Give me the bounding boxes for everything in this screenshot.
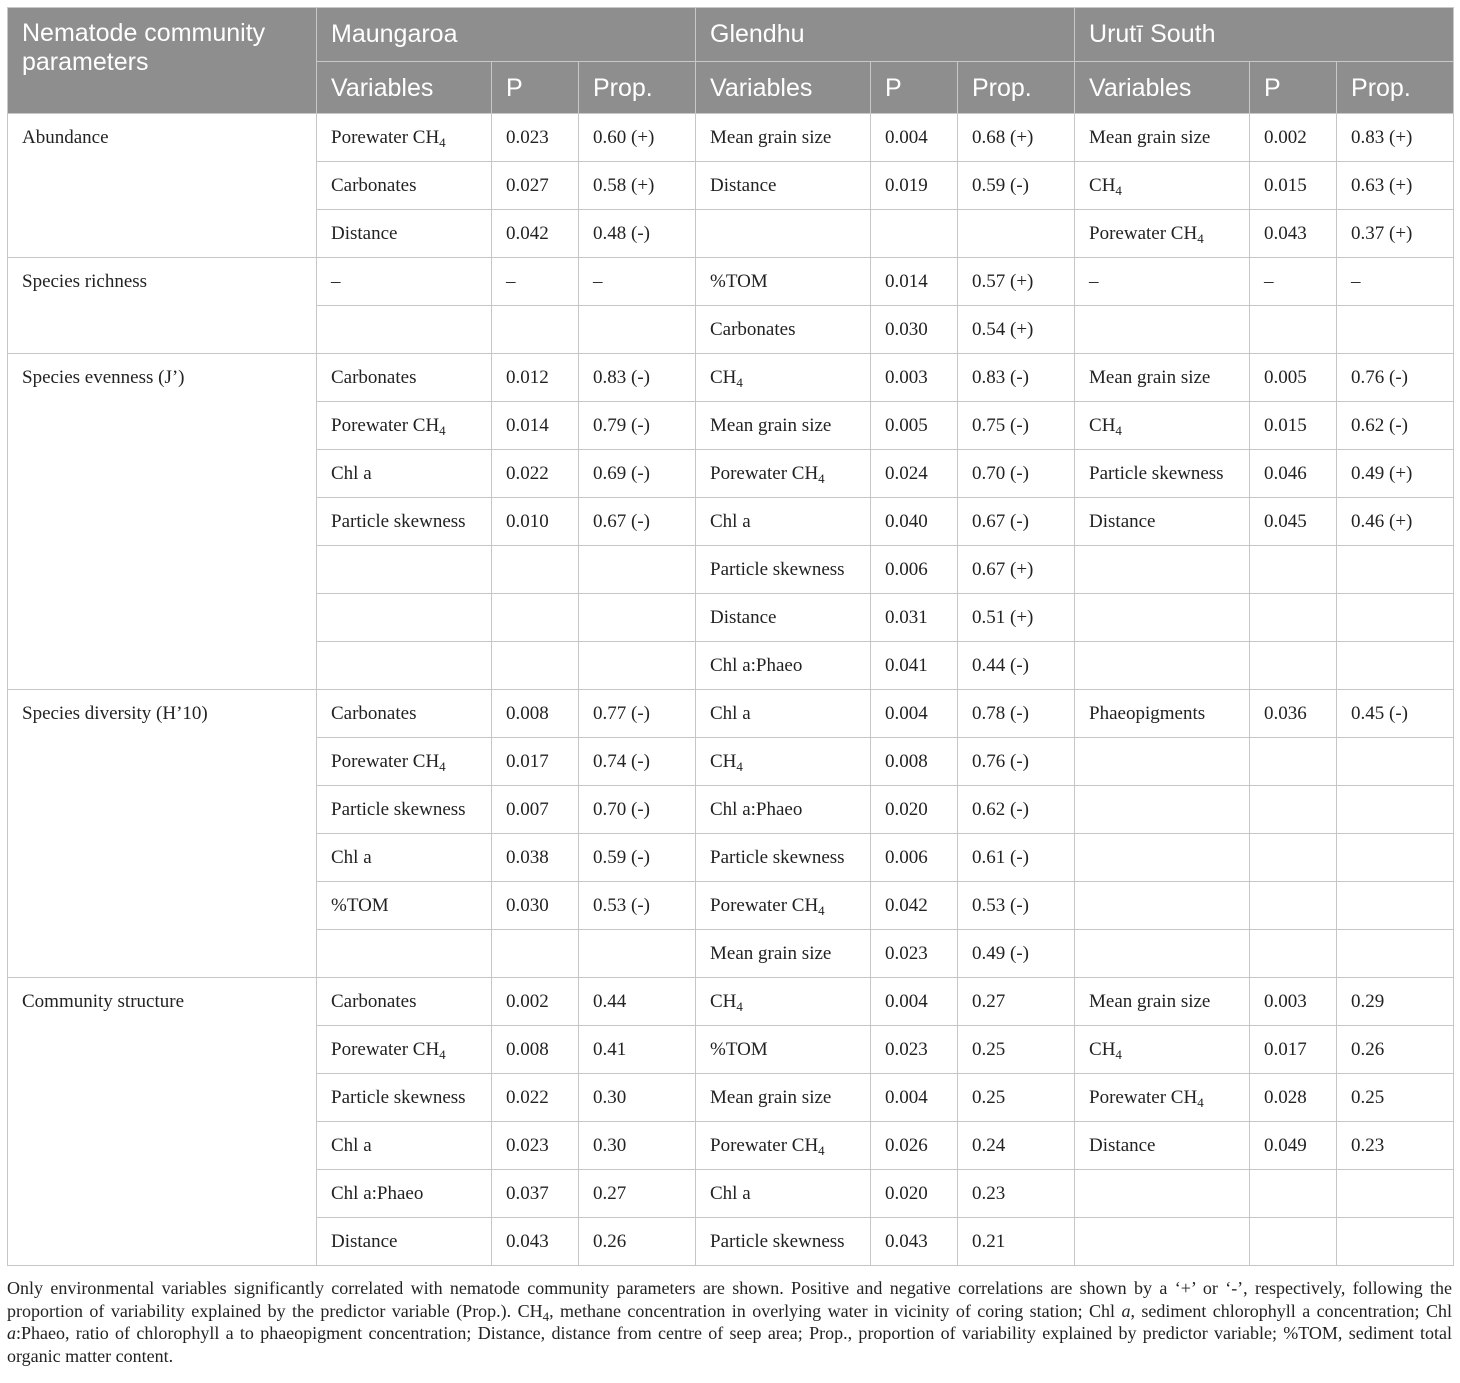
p-value-cell: 0.008	[871, 738, 958, 786]
p-value-cell	[1250, 642, 1337, 690]
prop-cell: 0.75 (-)	[958, 402, 1075, 450]
variable-cell: Mean grain size	[696, 930, 871, 978]
prop-cell	[579, 546, 696, 594]
variable-cell	[1075, 594, 1250, 642]
p-value-cell: 0.036	[1250, 690, 1337, 738]
results-table	[7, 7, 1454, 1266]
variable-cell: Particle skewness	[696, 1218, 871, 1266]
variable-cell: Chl a	[696, 498, 871, 546]
p-value-cell: 0.023	[492, 1122, 579, 1170]
variable-cell: $CH_4$	[1075, 402, 1250, 450]
subheader-prop: Prop.	[579, 62, 696, 114]
variable-cell: $CH_4$	[696, 978, 871, 1026]
p-value-cell: 0.046	[1250, 450, 1337, 498]
prop-cell: 0.76 (-)	[1337, 354, 1454, 402]
variable-cell: Chl a	[696, 1170, 871, 1218]
variable-cell: %TOM	[696, 1026, 871, 1074]
prop-cell: 0.24	[958, 1122, 1075, 1170]
variable-cell: Chl a:Phaeo	[696, 642, 871, 690]
subscript: 4	[542, 1308, 550, 1324]
subheader-p: P	[492, 62, 579, 114]
prop-cell: 0.67 (-)	[579, 498, 696, 546]
subscript: 4	[818, 1142, 825, 1158]
prop-cell: –	[579, 258, 696, 306]
p-value-cell: 0.008	[492, 1026, 579, 1074]
variable-cell: Mean grain size	[696, 1074, 871, 1122]
subheader-p: P	[871, 62, 958, 114]
prop-cell	[1337, 1218, 1454, 1266]
subheader-prop: Prop.	[958, 62, 1075, 114]
subheader-variables: Variables	[696, 62, 871, 114]
prop-cell: 0.59 (-)	[579, 834, 696, 882]
prop-cell	[579, 930, 696, 978]
subscript: 4	[736, 374, 743, 390]
prop-cell: 0.70 (-)	[958, 450, 1075, 498]
prop-cell: 0.45 (-)	[1337, 690, 1454, 738]
prop-cell	[579, 306, 696, 354]
variable-cell: Particle skewness	[696, 834, 871, 882]
subscript: 4	[1115, 422, 1122, 438]
p-value-cell	[492, 930, 579, 978]
variable-cell: $CH_4$	[1075, 1026, 1250, 1074]
prop-cell	[1337, 306, 1454, 354]
variable-cell: Chl a:Phaeo	[696, 786, 871, 834]
p-value-cell: 0.043	[492, 1218, 579, 1266]
variable-cell: Mean grain size	[1075, 354, 1250, 402]
prop-cell: 0.25	[958, 1026, 1075, 1074]
prop-cell: 0.54 (+)	[958, 306, 1075, 354]
variable-cell: –	[1075, 258, 1250, 306]
italic-text: a	[7, 1323, 16, 1343]
prop-cell	[1337, 546, 1454, 594]
p-value-cell: 0.037	[492, 1170, 579, 1218]
parameter-cell: Species diversity (H’10)	[8, 690, 317, 978]
prop-cell	[1337, 930, 1454, 978]
p-value-cell: 0.028	[1250, 1074, 1337, 1122]
parameter-cell: Community structure	[8, 978, 317, 1266]
p-value-cell: 0.017	[1250, 1026, 1337, 1074]
prop-cell: 0.57 (+)	[958, 258, 1075, 306]
prop-cell: 0.41	[579, 1026, 696, 1074]
variable-cell	[1075, 642, 1250, 690]
variable-cell: Distance	[317, 210, 492, 258]
p-value-cell	[492, 642, 579, 690]
prop-cell: 0.83 (-)	[958, 354, 1075, 402]
prop-cell: 0.21	[958, 1218, 1075, 1266]
variable-cell: Chl a	[317, 834, 492, 882]
variable-cell: Particle skewness	[696, 546, 871, 594]
p-value-cell: 0.003	[1250, 978, 1337, 1026]
subscript: 4	[736, 758, 743, 774]
variable-cell: %TOM	[317, 882, 492, 930]
variable-cell: Chl a	[696, 690, 871, 738]
prop-cell	[1337, 786, 1454, 834]
prop-cell: 0.23	[958, 1170, 1075, 1218]
p-value-cell: 0.041	[871, 642, 958, 690]
p-value-cell	[492, 306, 579, 354]
variable-cell: Porewater $CH_4$	[696, 1122, 871, 1170]
p-value-cell: 0.049	[1250, 1122, 1337, 1170]
variable-cell: Distance	[1075, 1122, 1250, 1170]
p-value-cell	[871, 210, 958, 258]
prop-cell: 0.26	[1337, 1026, 1454, 1074]
table-row	[8, 114, 1454, 162]
prop-cell: 0.23	[1337, 1122, 1454, 1170]
table-row	[8, 978, 1454, 1026]
prop-cell: 0.62 (-)	[958, 786, 1075, 834]
prop-cell: 0.67 (+)	[958, 546, 1075, 594]
variable-cell: Particle skewness	[317, 1074, 492, 1122]
p-value-cell	[1250, 738, 1337, 786]
subscript: 4	[1115, 1046, 1122, 1062]
variable-cell: Carbonates	[317, 978, 492, 1026]
prop-cell: 0.77 (-)	[579, 690, 696, 738]
p-value-cell	[1250, 594, 1337, 642]
subheader-variables: Variables	[317, 62, 492, 114]
variable-cell	[1075, 306, 1250, 354]
subscript: 4	[439, 422, 446, 438]
variable-cell: Phaeopigments	[1075, 690, 1250, 738]
p-value-cell: 0.014	[492, 402, 579, 450]
prop-cell: –	[1337, 258, 1454, 306]
prop-cell: 0.76 (-)	[958, 738, 1075, 786]
prop-cell: 0.63 (+)	[1337, 162, 1454, 210]
subscript: 4	[818, 470, 825, 486]
p-value-cell: 0.014	[871, 258, 958, 306]
p-value-cell: 0.031	[871, 594, 958, 642]
subscript: 4	[736, 998, 743, 1014]
table-body	[8, 114, 1454, 1266]
variable-cell	[1075, 882, 1250, 930]
prop-cell: 0.62 (-)	[1337, 402, 1454, 450]
prop-cell: 0.25	[958, 1074, 1075, 1122]
variable-cell: Chl a	[317, 1122, 492, 1170]
p-value-cell	[1250, 930, 1337, 978]
p-value-cell	[492, 546, 579, 594]
variable-cell: Carbonates	[317, 690, 492, 738]
table-row	[8, 354, 1454, 402]
p-value-cell: 0.007	[492, 786, 579, 834]
p-value-cell: 0.012	[492, 354, 579, 402]
variable-cell	[1075, 738, 1250, 786]
p-value-cell: 0.004	[871, 114, 958, 162]
prop-cell	[1337, 642, 1454, 690]
p-value-cell: 0.042	[492, 210, 579, 258]
variable-cell	[317, 594, 492, 642]
p-value-cell: 0.038	[492, 834, 579, 882]
p-value-cell: 0.002	[1250, 114, 1337, 162]
prop-cell: 0.49 (+)	[1337, 450, 1454, 498]
prop-cell: 0.78 (-)	[958, 690, 1075, 738]
variable-cell	[317, 306, 492, 354]
p-value-cell: 0.017	[492, 738, 579, 786]
prop-cell	[1337, 738, 1454, 786]
subscript: 4	[818, 902, 825, 918]
param-column-header: Nematode community parameters	[8, 8, 317, 114]
prop-cell: 0.60 (+)	[579, 114, 696, 162]
prop-cell	[1337, 594, 1454, 642]
p-value-cell: 0.015	[1250, 402, 1337, 450]
variable-cell: Distance	[1075, 498, 1250, 546]
prop-cell: 0.27	[579, 1170, 696, 1218]
p-value-cell: 0.023	[492, 114, 579, 162]
prop-cell: 0.58 (+)	[579, 162, 696, 210]
prop-cell: 0.44	[579, 978, 696, 1026]
p-value-cell	[1250, 1218, 1337, 1266]
variable-cell: $CH_4$	[1075, 162, 1250, 210]
variable-cell: Carbonates	[696, 306, 871, 354]
p-value-cell: 0.042	[871, 882, 958, 930]
variable-cell: Porewater $CH_4$	[317, 738, 492, 786]
prop-cell: 0.68 (+)	[958, 114, 1075, 162]
prop-cell: 0.67 (-)	[958, 498, 1075, 546]
variable-cell: Particle skewness	[1075, 450, 1250, 498]
variable-cell: Porewater $CH_4$	[696, 882, 871, 930]
p-value-cell: 0.026	[871, 1122, 958, 1170]
p-value-cell: 0.015	[1250, 162, 1337, 210]
parameter-cell: Abundance	[8, 114, 317, 258]
prop-cell: 0.59 (-)	[958, 162, 1075, 210]
prop-cell	[1337, 882, 1454, 930]
table-row	[8, 690, 1454, 738]
prop-cell: 0.70 (-)	[579, 786, 696, 834]
prop-cell: 0.61 (-)	[958, 834, 1075, 882]
variable-cell	[317, 546, 492, 594]
site-header-glendhu: Glendhu	[696, 8, 1075, 62]
variable-cell	[1075, 834, 1250, 882]
variable-cell: %TOM	[696, 258, 871, 306]
p-value-cell	[1250, 1170, 1337, 1218]
prop-cell: 0.37 (+)	[1337, 210, 1454, 258]
prop-cell: 0.69 (-)	[579, 450, 696, 498]
subscript: 4	[439, 1046, 446, 1062]
p-value-cell	[1250, 834, 1337, 882]
variable-cell: Porewater $CH_4$	[317, 114, 492, 162]
prop-cell: 0.30	[579, 1074, 696, 1122]
prop-cell: 0.79 (-)	[579, 402, 696, 450]
p-value-cell: 0.027	[492, 162, 579, 210]
p-value-cell: 0.019	[871, 162, 958, 210]
prop-cell: 0.26	[579, 1218, 696, 1266]
p-value-cell: 0.030	[871, 306, 958, 354]
p-value-cell: 0.020	[871, 1170, 958, 1218]
p-value-cell: 0.004	[871, 690, 958, 738]
p-value-cell: 0.002	[492, 978, 579, 1026]
variable-cell	[696, 210, 871, 258]
subscript: 4	[1197, 1094, 1204, 1110]
prop-cell: 0.44 (-)	[958, 642, 1075, 690]
variable-cell: Particle skewness	[317, 786, 492, 834]
prop-cell: 0.74 (-)	[579, 738, 696, 786]
prop-cell	[958, 210, 1075, 258]
variable-cell: Porewater $CH_4$	[696, 450, 871, 498]
p-value-cell: 0.040	[871, 498, 958, 546]
variable-cell	[1075, 1218, 1250, 1266]
variable-cell: Carbonates	[317, 162, 492, 210]
p-value-cell: –	[1250, 258, 1337, 306]
subheader-prop: Prop.	[1337, 62, 1454, 114]
p-value-cell	[1250, 882, 1337, 930]
p-value-cell: 0.030	[492, 882, 579, 930]
p-value-cell: 0.004	[871, 978, 958, 1026]
variable-cell: Chl a:Phaeo	[317, 1170, 492, 1218]
prop-cell	[579, 642, 696, 690]
variable-cell: Distance	[696, 162, 871, 210]
p-value-cell: 0.006	[871, 546, 958, 594]
site-header-maungaroa: Maungaroa	[317, 8, 696, 62]
variable-cell	[1075, 930, 1250, 978]
variable-cell: Distance	[317, 1218, 492, 1266]
p-value-cell: 0.024	[871, 450, 958, 498]
variable-cell: Mean grain size	[696, 114, 871, 162]
p-value-cell: 0.023	[871, 1026, 958, 1074]
prop-cell: 0.83 (+)	[1337, 114, 1454, 162]
p-value-cell: –	[492, 258, 579, 306]
variable-cell: $CH_4$	[696, 738, 871, 786]
variable-cell	[1075, 546, 1250, 594]
prop-cell: 0.48 (-)	[579, 210, 696, 258]
prop-cell: 0.51 (+)	[958, 594, 1075, 642]
p-value-cell: 0.006	[871, 834, 958, 882]
variable-cell	[1075, 786, 1250, 834]
subscript: 4	[439, 758, 446, 774]
parameter-cell: Species evenness (J’)	[8, 354, 317, 690]
table-footnote: Only environmental variables significantly correlated with nematode community parameters are shown. Positive and negative correlations are shown by a ‘+’ or ‘-’, respectively, following the proportion of variability explained by the predictor variable (Prop.). $CH_4$, methane concentration in overlying water in vicinity of coring station; Chl a, sediment chlorophyll a concentration; Chl a:Phaeo, ratio of chlorophyll a to phaeopigment concentration; Distance, distance from centre of seep area; Prop., proportion of variability explained by predictor variable; %TOM, sediment total organic matter content.	[7, 1278, 1452, 1366]
variable-cell: Porewater $CH_4$	[1075, 1074, 1250, 1122]
variable-cell: Porewater $CH_4$	[317, 1026, 492, 1074]
prop-cell: 0.83 (-)	[579, 354, 696, 402]
variable-cell	[317, 930, 492, 978]
variable-cell: Chl a	[317, 450, 492, 498]
variable-cell: Carbonates	[317, 354, 492, 402]
subscript: 4	[439, 134, 446, 150]
p-value-cell: 0.022	[492, 1074, 579, 1122]
prop-cell	[579, 594, 696, 642]
p-value-cell	[492, 594, 579, 642]
italic-text: a	[1121, 1300, 1131, 1321]
subscript: 4	[1115, 182, 1122, 198]
variable-cell: $CH_4$	[696, 354, 871, 402]
p-value-cell: 0.010	[492, 498, 579, 546]
p-value-cell: 0.005	[1250, 354, 1337, 402]
variable-cell: Mean grain size	[1075, 978, 1250, 1026]
p-value-cell: 0.043	[1250, 210, 1337, 258]
p-value-cell	[1250, 786, 1337, 834]
variable-cell: Porewater $CH_4$	[1075, 210, 1250, 258]
prop-cell: 0.53 (-)	[579, 882, 696, 930]
variable-cell: Distance	[696, 594, 871, 642]
parameter-cell: Species richness	[8, 258, 317, 354]
prop-cell: 0.53 (-)	[958, 882, 1075, 930]
p-value-cell: 0.020	[871, 786, 958, 834]
variable-cell: Mean grain size	[1075, 114, 1250, 162]
prop-cell	[1337, 834, 1454, 882]
p-value-cell: 0.004	[871, 1074, 958, 1122]
prop-cell: 0.25	[1337, 1074, 1454, 1122]
prop-cell: 0.46 (+)	[1337, 498, 1454, 546]
subheader-variables: Variables	[1075, 62, 1250, 114]
variable-cell: Porewater $CH_4$	[317, 402, 492, 450]
variable-cell: –	[317, 258, 492, 306]
p-value-cell: 0.008	[492, 690, 579, 738]
table-row	[8, 258, 1454, 306]
subscript: 4	[1197, 230, 1204, 246]
prop-cell: 0.27	[958, 978, 1075, 1026]
subheader-p: P	[1250, 62, 1337, 114]
prop-cell: 0.29	[1337, 978, 1454, 1026]
variable-cell: Particle skewness	[317, 498, 492, 546]
p-value-cell: 0.045	[1250, 498, 1337, 546]
variable-cell	[1075, 1170, 1250, 1218]
variable-cell	[317, 642, 492, 690]
p-value-cell: 0.022	[492, 450, 579, 498]
p-value-cell: 0.043	[871, 1218, 958, 1266]
p-value-cell: 0.005	[871, 402, 958, 450]
site-header-uruti-south: Urutī South	[1075, 8, 1454, 62]
prop-cell: 0.30	[579, 1122, 696, 1170]
p-value-cell: 0.023	[871, 930, 958, 978]
prop-cell	[1337, 1170, 1454, 1218]
p-value-cell	[1250, 546, 1337, 594]
p-value-cell: 0.003	[871, 354, 958, 402]
prop-cell: 0.49 (-)	[958, 930, 1075, 978]
variable-cell: Mean grain size	[696, 402, 871, 450]
p-value-cell	[1250, 306, 1337, 354]
